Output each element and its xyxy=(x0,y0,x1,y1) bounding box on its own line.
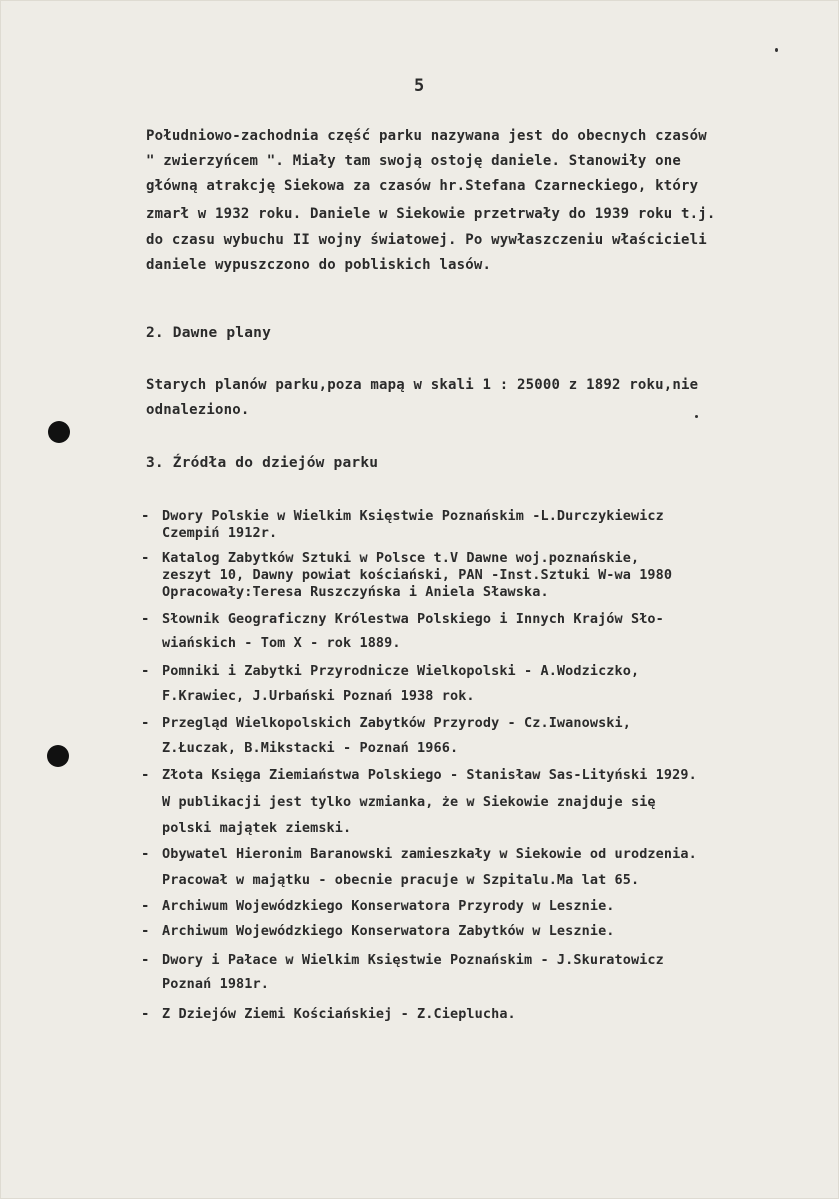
list-bullet: - xyxy=(141,846,150,862)
list-bullet: - xyxy=(141,952,150,968)
source-item-line: Obywatel Hieronim Baranowski zamieszkały w Siekowie od urodzenia. xyxy=(162,846,697,862)
source-item-line: Słownik Geograficzny Królestwa Polskiego i Innych Krajów Sło- xyxy=(162,611,664,627)
list-bullet: - xyxy=(141,1006,150,1022)
source-item-line: wiańskich - Tom X - rok 1889. xyxy=(162,635,401,651)
paragraph-line: do czasu wybuchu II wojny światowej. Po wywłaszczeniu właścicieli xyxy=(146,232,707,248)
list-bullet: - xyxy=(141,898,150,914)
source-item-line: Czempiń 1912r. xyxy=(162,525,278,541)
ink-speck xyxy=(775,48,778,52)
paragraph-line: Starych planów parku,poza mapą w skali 1 : 25000 z 1892 roku,nie xyxy=(146,377,699,393)
paragraph-line: zmarł w 1932 roku. Daniele w Siekowie przetrwały do 1939 roku t.j. xyxy=(146,206,716,222)
source-item-line: Archiwum Wojewódzkiego Konserwatora Zabytków w Lesznie. xyxy=(162,923,615,939)
source-item-line: zeszyt 10, Dawny powiat kościański, PAN -Inst.Sztuki W-wa 1980 xyxy=(162,567,673,583)
list-bullet: - xyxy=(141,715,150,731)
punch-hole-bottom xyxy=(47,745,69,767)
ink-speck xyxy=(695,415,698,418)
source-item-line: Przegląd Wielkopolskich Zabytków Przyrody - Cz.Iwanowski, xyxy=(162,715,631,731)
list-bullet: - xyxy=(141,923,150,939)
page-number: 5 xyxy=(414,76,425,96)
source-item-line: Z.Łuczak, B.Mikstacki - Poznań 1966. xyxy=(162,740,459,756)
list-bullet: - xyxy=(141,663,150,679)
paragraph-line: odnaleziono. xyxy=(146,402,250,418)
list-bullet: - xyxy=(141,767,150,783)
paragraph-line: daniele wypuszczono do pobliskich lasów. xyxy=(146,257,492,273)
section-heading: 3. Źródła do dziejów parku xyxy=(146,455,379,471)
paragraph-line: główną atrakcję Siekowa za czasów hr.Stefana Czarneckiego, który xyxy=(146,178,699,194)
source-item-line: Katalog Zabytków Sztuki w Polsce t.V Dawne woj.poznańskie, xyxy=(162,550,640,566)
source-item-line: Złota Księga Ziemiaństwa Polskiego - Stanisław Sas-Lityński 1929. xyxy=(162,767,697,783)
list-bullet: - xyxy=(141,611,150,627)
list-bullet: - xyxy=(141,508,150,524)
source-item-line: F.Krawiec, J.Urbański Poznań 1938 rok. xyxy=(162,688,475,704)
source-item-line: W publikacji jest tylko wzmianka, że w Siekowie znajduje się xyxy=(162,794,656,810)
source-item-line: Pomniki i Zabytki Przyrodnicze Wielkopolski - A.Wodziczko, xyxy=(162,663,640,679)
source-item-line: Dwory Polskie w Wielkim Księstwie Poznańskim -L.Durczykiewicz xyxy=(162,508,664,524)
section-heading: 2. Dawne plany xyxy=(146,325,272,341)
list-bullet: - xyxy=(141,550,150,566)
source-item-line: Dwory i Pałace w Wielkim Księstwie Poznańskim - J.Skuratowicz xyxy=(162,952,664,968)
source-item-line: Archiwum Wojewódzkiego Konserwatora Przyrody w Lesznie. xyxy=(162,898,615,914)
paragraph-line: Południowo-zachodnia część parku nazywana jest do obecnych czasów xyxy=(146,128,707,144)
paragraph-line: " zwierzyńcem ". Miały tam swoją ostoję daniele. Stanowiły one xyxy=(146,153,681,169)
source-item-line: Poznań 1981r. xyxy=(162,976,269,992)
source-item-line: Pracował w majątku - obecnie pracuje w Szpitalu.Ma lat 65. xyxy=(162,872,640,888)
source-item-line: Z Dziejów Ziemi Kościańskiej - Z.Cieplucha. xyxy=(162,1006,516,1022)
source-item-line: polski majątek ziemski. xyxy=(162,820,352,836)
source-item-line: Opracowały:Teresa Ruszczyńska i Aniela Sławska. xyxy=(162,584,549,600)
punch-hole-top xyxy=(48,421,70,443)
